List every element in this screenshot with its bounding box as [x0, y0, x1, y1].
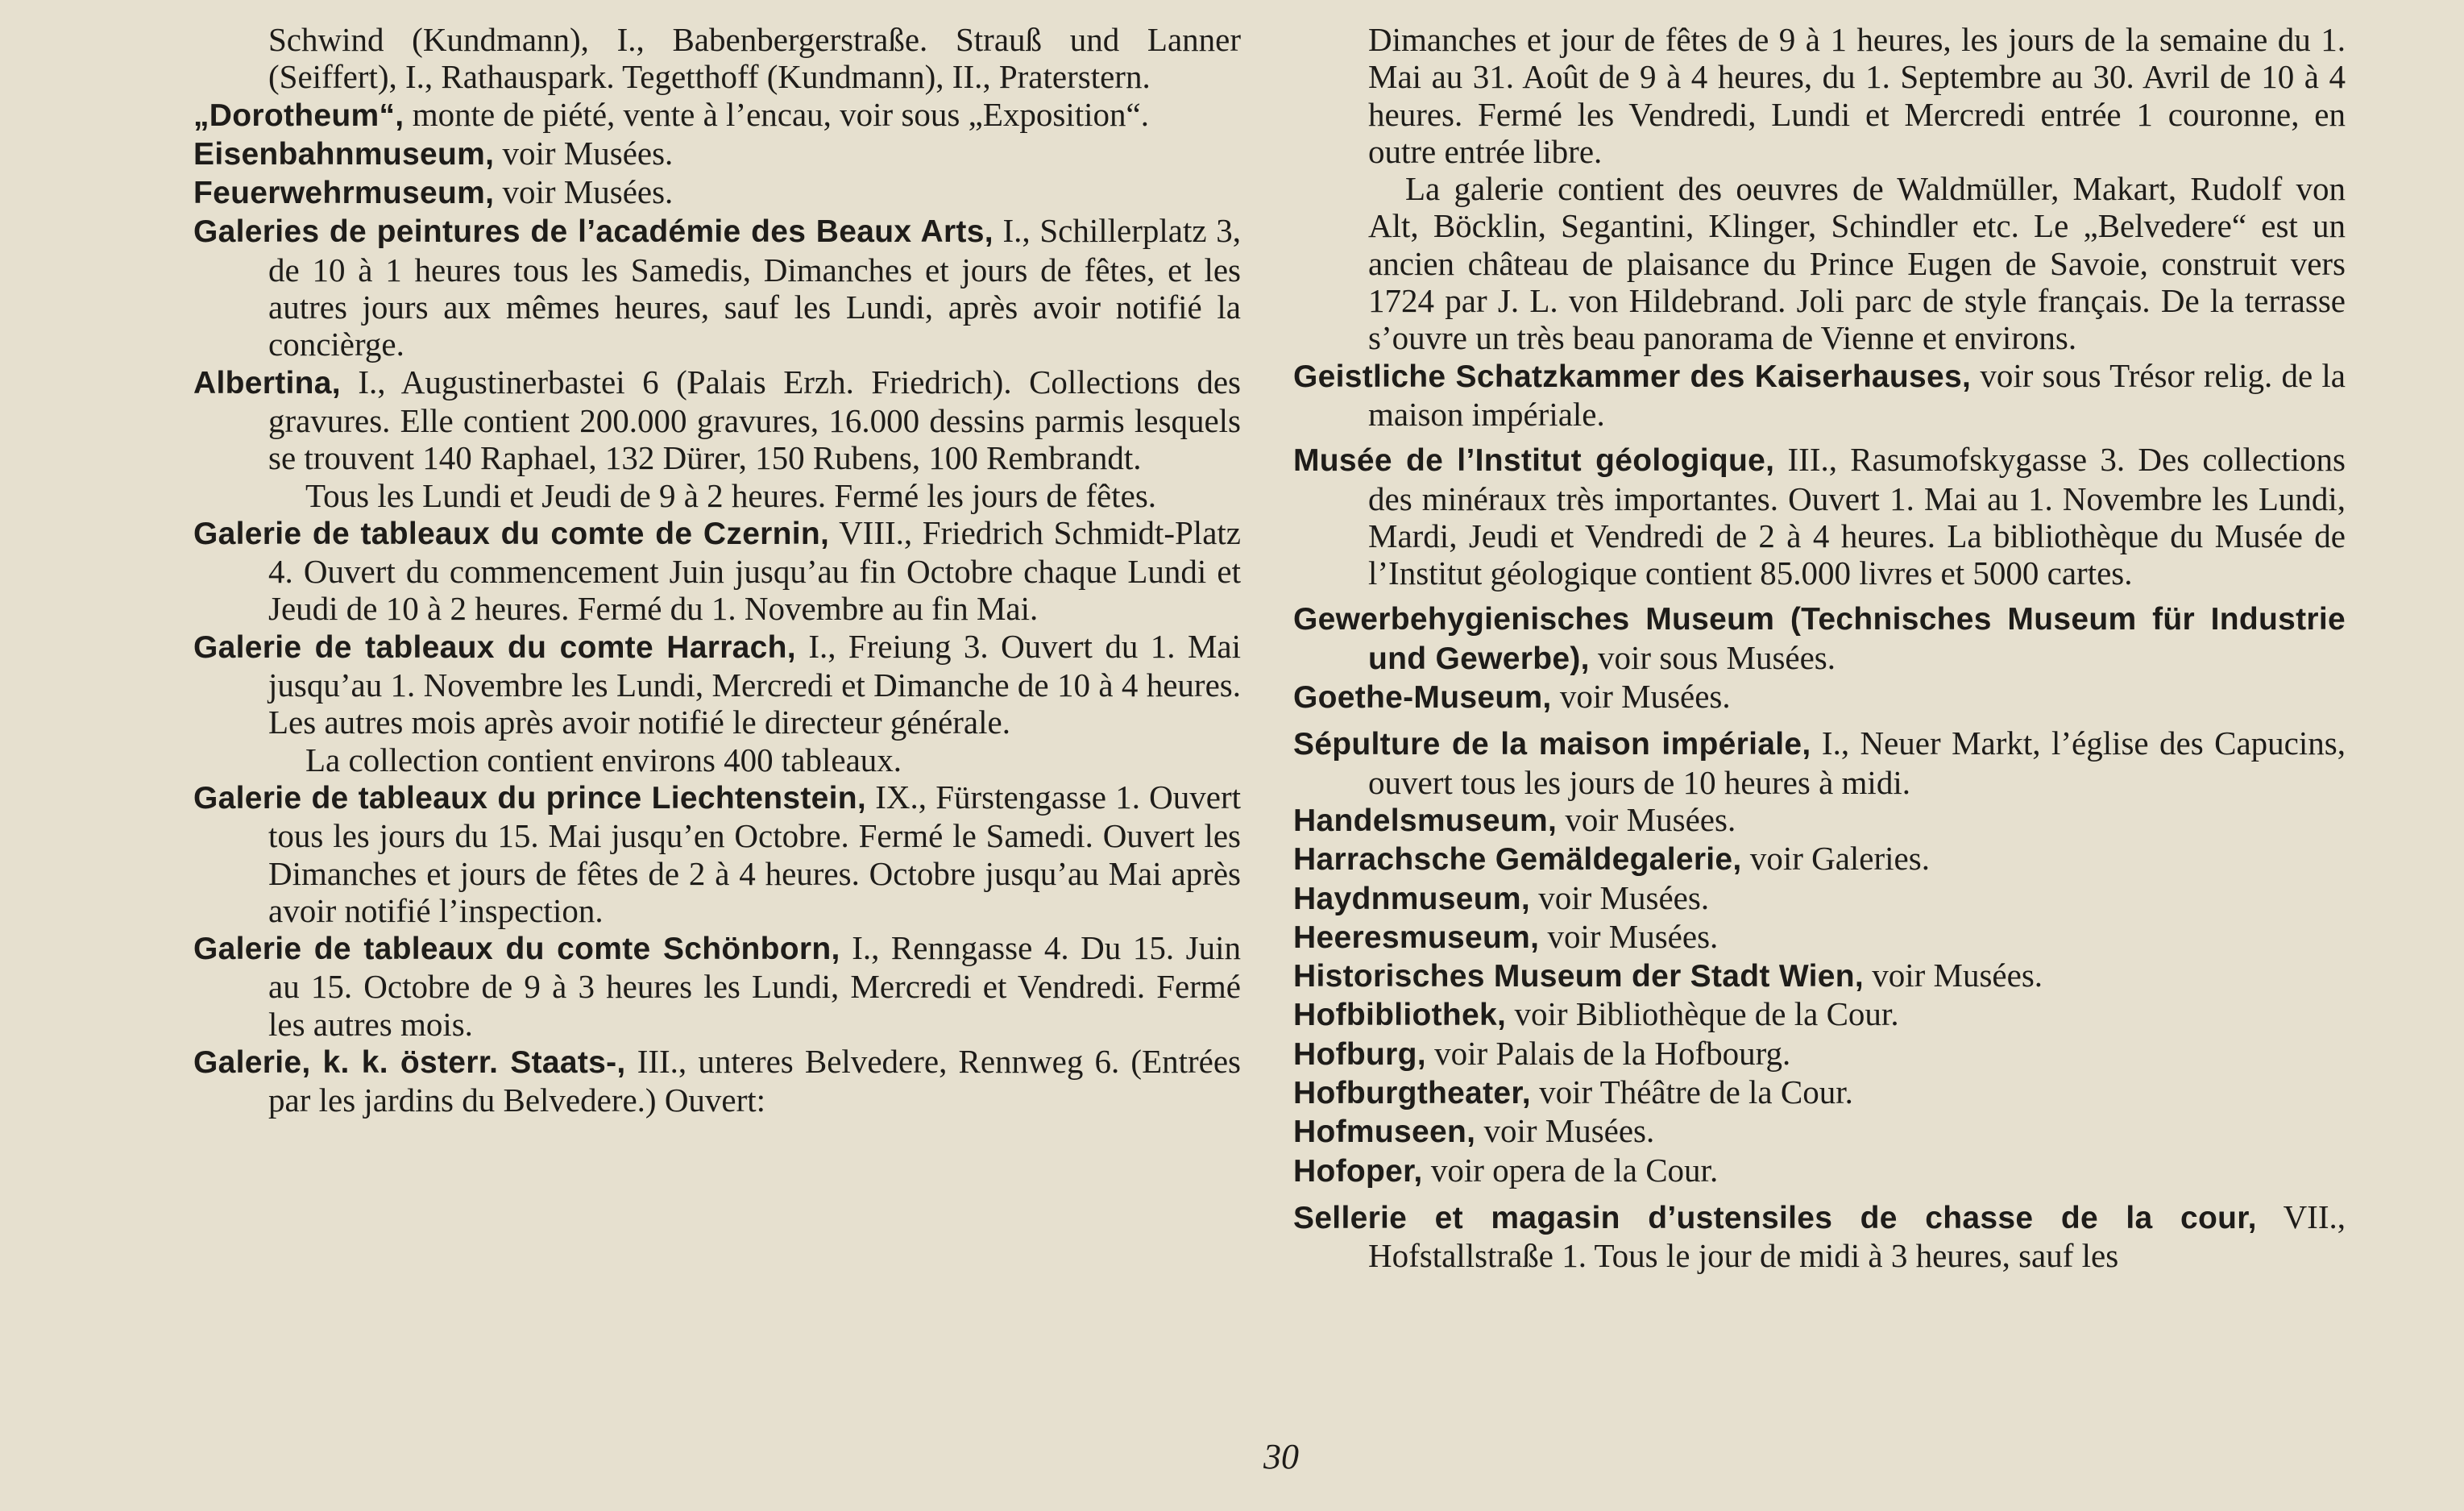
- entry-text: I., Augustinerbastei 6 (Palais Erzh. Friedrich). Collections des gravures. Elle contient 200.000 gravures, 16.000 dessins parmis lesquels se trouvent 140 Raphael, 132 Dürer, 150 Rubens, 100 Rembrandt.: [268, 363, 1241, 477]
- entry-text: La galerie contient des oeuvres de Waldmüller, Makart, Rudolf von Alt, Böcklin, Segantini, Klinger, Schindler etc. Le „Belvedere“ est un ancien château de plaisance du Prince Eugen de Savoie, construit vers 1724 par J. L. von Hildebrand. Joli parc de style français. De la terrasse s’ouvre un très beau panorama de Vienne et environs.: [1368, 170, 2346, 357]
- index-entry: [193, 173, 1241, 212]
- entry-text: III., Rasumofskygasse 3. Des collections des minéraux très importantes. Ouvert 1. Mai au 1. Novembre les Lundi, Mardi, Jeudi et Vendredi de 2 à 4 heures. La bibliothèque du Musée de l’Institut géologique contient 85.000 livres et 5000 cartes.: [1368, 441, 2346, 592]
- index-entry: [1293, 1035, 2346, 1073]
- index-entry: [1293, 357, 2346, 434]
- entry-heading: Historisches Museum der Stadt Wien,: [1293, 959, 1864, 994]
- entry-heading: Hofburg,: [1293, 1036, 1426, 1072]
- index-entry: [193, 514, 1241, 628]
- page-number: 30: [1263, 1437, 1299, 1476]
- paragraph: [193, 477, 1241, 514]
- index-entry: [193, 212, 1241, 363]
- paragraph: [1293, 21, 2346, 170]
- entry-heading: Galerie de tableaux du comte Schönborn,: [193, 932, 840, 967]
- index-entry: [1293, 1152, 2346, 1190]
- entry-text: voir Bibliothèque de la Cour.: [1506, 995, 1899, 1033]
- entry-text: voir sous Trésor relig. de la maison impériale.: [1368, 356, 2346, 433]
- left-column: [193, 21, 1241, 1119]
- entry-heading: Hofoper,: [1293, 1153, 1423, 1189]
- paragraph: [193, 741, 1241, 778]
- index-entry: [193, 929, 1241, 1043]
- entry-heading: Eisenbahnmuseum,: [193, 136, 495, 172]
- entry-text: voir Musées.: [1475, 1112, 1655, 1150]
- entry-heading: Feuerwehrmuseum,: [193, 176, 495, 211]
- entry-heading: Hofbibliothek,: [1293, 998, 1507, 1033]
- entry-heading: Galerie de tableaux du comte de Czernin,: [193, 516, 830, 551]
- entry-text: La collection contient environs 400 tableaux.: [305, 741, 902, 778]
- entry-heading: Goethe-Museum,: [1293, 680, 1552, 716]
- index-entry: [1293, 1073, 2346, 1112]
- index-entry: [193, 96, 1241, 135]
- entry-heading: Sellerie et magasin d’ustensiles de chasse de la cour,: [1293, 1200, 2257, 1235]
- entry-heading: Heeresmuseum,: [1293, 919, 1540, 955]
- entry-text: I., Schillerplatz 3, de 10 à 1 heures tous les Samedis, Dimanches et jours de fêtes, et les autres jours aux mêmes heures, sauf les Lundi, après avoir notifié la concièrge.: [268, 212, 1242, 363]
- entry-heading: Sépulture de la maison impériale,: [1293, 727, 1811, 762]
- entry-text: Tous les Lundi et Jeudi de 9 à 2 heures. Fermé les jours de fêtes.: [305, 476, 1157, 514]
- entry-text: voir Musées.: [494, 173, 674, 211]
- index-entry: [1293, 801, 2346, 840]
- entry-text: voir Musées.: [1863, 957, 2043, 994]
- entry-text: VIII., Friedrich Schmidt-Platz 4. Ouvert du commencement Juin jusqu’au fin Octobre chaque Lundi et Jeudi de 10 à 2 heures. Fermé du 1. Novembre au fin Mai.: [268, 513, 1241, 628]
- index-entry: [1293, 600, 2346, 678]
- entry-heading: Harrachsche Gemäldegalerie,: [1293, 842, 1742, 878]
- entry-text: voir Musées.: [1539, 917, 1719, 955]
- index-entry: [1293, 1198, 2346, 1275]
- index-entry: [1293, 918, 2346, 957]
- entry-heading: Handelsmuseum,: [1293, 803, 1558, 838]
- index-entry: [193, 778, 1241, 929]
- entry-text: IX., Fürstengasse 1. Ouvert tous les jours du 15. Mai jusqu’en Octobre. Fermé le Samedi. Ouvert les Dimanches et jours de fêtes de 2 à 4 heures. Octobre jusqu’au Mai après avoir notifié l’inspection.: [268, 778, 1241, 929]
- entry-text: voir Musées.: [494, 134, 674, 172]
- entry-text: voir Galeries.: [1741, 840, 1930, 878]
- entry-heading: „Dorotheum“,: [193, 98, 404, 133]
- entry-heading: Galeries de peintures de l’académie des Beaux Arts,: [193, 214, 993, 250]
- entry-text: I., Neuer Markt, l’église des Capucins, ouvert tous les jours de 10 heures à midi.: [1368, 724, 2346, 801]
- index-entry: [193, 628, 1241, 741]
- entry-heading: Haydnmuseum,: [1293, 881, 1531, 916]
- index-entry: [193, 1043, 1241, 1119]
- index-entry: [1293, 1112, 2346, 1151]
- entry-text: monte de piété, vente à l’encau, voir sous „Exposition“.: [404, 95, 1149, 133]
- entry-heading: Albertina,: [193, 365, 341, 401]
- right-column: [1293, 21, 2346, 1275]
- entry-heading: Hofburgtheater,: [1293, 1076, 1531, 1111]
- index-entry: [1293, 724, 2346, 801]
- entry-heading: Galerie, k. k. österr. Staats-,: [193, 1045, 626, 1081]
- entry-text: I., Freiung 3. Ouvert du 1. Mai jusqu’au 1. Novembre les Lundi, Mercredi et Dimanche de 10 à 4 heures. Les autres mois après avoir notifié le directeur générale.: [268, 627, 1242, 741]
- index-entry: [1293, 840, 2346, 878]
- paragraph: [193, 21, 1241, 96]
- index-entry: [1293, 678, 2346, 716]
- entry-heading: Galerie de tableaux du comte Harrach,: [193, 629, 796, 665]
- entry-heading: Geistliche Schatzkammer des Kaiserhauses,: [1293, 359, 1972, 394]
- entry-text: voir Musées.: [1557, 800, 1736, 838]
- index-entry: [1293, 995, 2346, 1034]
- entry-heading: Gewerbehygienisches Museum (Technisches Museum für Industrie und Gewerbe),: [1293, 602, 2346, 676]
- entry-text: voir Théâtre de la Cour.: [1530, 1073, 1853, 1111]
- entry-heading: Musée de l’Institut géologique,: [1293, 443, 1775, 479]
- index-entry: [1293, 957, 2346, 995]
- entry-text: voir opera de la Cour.: [1422, 1151, 1719, 1189]
- entry-text: Dimanches et jour de fêtes de 9 à 1 heures, les jours de la semaine du 1. Mai au 31. Août de 9 à 4 heures, du 1. Septembre au 30. Avril de 10 à 4 heures. Fermé les Vendredi, Lundi et Mercredi entrée 1 couronne, en outre entrée libre.: [1368, 21, 2346, 170]
- entry-text: voir Palais de la Hofbourg.: [1425, 1034, 1791, 1072]
- entry-text: I., Renngasse 4. Du 15. Juin au 15. Octobre de 9 à 3 heures les Lundi, Mercredi et Vendredi. Fermé les autres mois.: [268, 929, 1241, 1043]
- entry-text: III., unteres Belvedere, Rennweg 6. (Entrées par les jardins du Belvedere.) Ouvert:: [268, 1043, 1242, 1119]
- paragraph: [1293, 170, 2346, 356]
- entry-heading: Galerie de tableaux du prince Liechtenstein,: [193, 780, 867, 816]
- index-entry: [193, 363, 1241, 477]
- entry-text: Schwind (Kundmann), I., Babenbergerstraße. Strauß und Lanner (Seiffert), I., Rathauspark. Tegetthoff (Kundmann), II., Praterstern.: [268, 21, 1241, 96]
- index-entry: [1293, 879, 2346, 918]
- entry-heading: Hofmuseen,: [1293, 1115, 1476, 1150]
- entry-text: voir Musées.: [1530, 878, 1710, 916]
- index-entry: [1293, 441, 2346, 592]
- entry-text: voir sous Musées.: [1589, 638, 1836, 676]
- entry-text: VII., Hofstallstraße 1. Tous le jour de midi à 3 heures, sauf les: [1368, 1198, 2346, 1275]
- index-entry: [193, 135, 1241, 173]
- entry-text: voir Musées.: [1551, 678, 1731, 716]
